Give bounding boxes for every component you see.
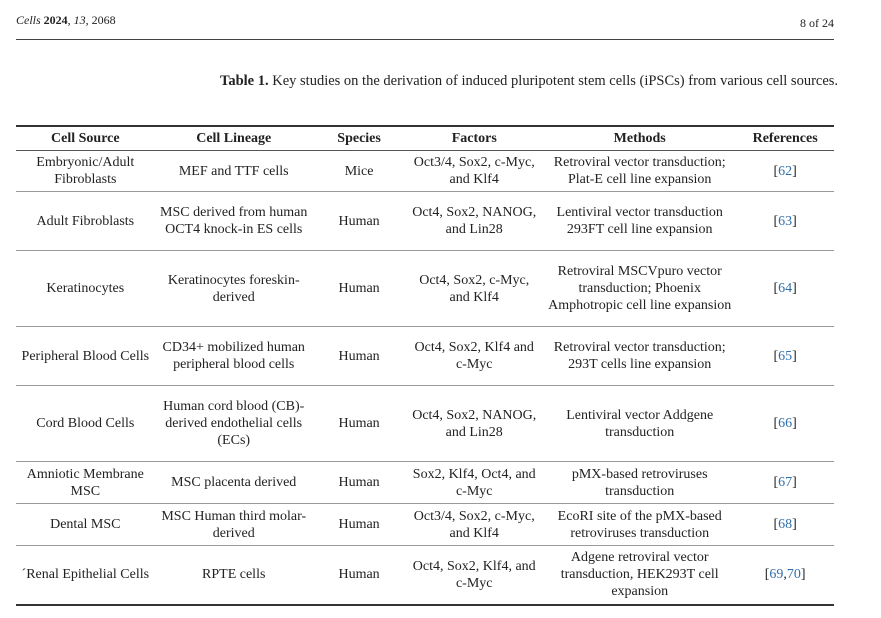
reference-link[interactable]: 65 [778, 348, 793, 364]
table-body [16, 151, 834, 605]
cell-lineage: RPTE cells [155, 546, 313, 605]
cell-factors: Oct4, Sox2, NANOG, and Lin28 [405, 386, 543, 462]
cell-source: Dental MSC [16, 504, 155, 546]
journal-year: 2024 [43, 13, 68, 27]
caption-label: Table 1. [220, 73, 269, 89]
table-row [16, 386, 834, 462]
col-header-references: References [736, 126, 834, 151]
cell-lineage: Keratinocytes foreskin-derived [155, 251, 313, 327]
table-row [16, 151, 834, 192]
table-header-row [16, 126, 834, 151]
cell-species: Human [313, 386, 405, 462]
cell-source: Adult Fibroblasts [16, 192, 155, 251]
reference-link[interactable]: 70 [786, 567, 801, 583]
col-header-factors: Factors [405, 126, 543, 151]
cell-methods: Lentiviral vector Addgene transduction [543, 386, 736, 462]
cell-species: Human [313, 504, 405, 546]
cell-methods: Retroviral vector transduction; 293T cells line expansion [543, 327, 736, 386]
cell-species: Human [313, 546, 405, 605]
cell-source: ´Renal Epithelial Cells [16, 546, 155, 605]
reference-link[interactable]: 67 [778, 475, 793, 490]
table-row [16, 504, 834, 546]
cell-lineage: Human cord blood (CB)-derived endothelial cells (ECs) [155, 386, 313, 462]
cell-references: [63] [736, 192, 834, 251]
page-number: 8 of 24 [800, 16, 834, 30]
cell-methods: Retroviral vector transduction; Plat-E cell line expansion [543, 151, 736, 192]
cell-factors: Oct4, Sox2, NANOG, and Lin28 [405, 192, 543, 251]
cell-species: Mice [313, 151, 405, 192]
cell-lineage: MEF and TTF cells [155, 151, 313, 192]
cell-lineage: MSC placenta derived [155, 462, 313, 504]
cell-source: Cord Blood Cells [16, 386, 155, 462]
table-row [16, 192, 834, 251]
cell-references: [66] [736, 386, 834, 462]
table-row [16, 251, 834, 327]
cell-source: Embryonic/Adult Fibroblasts [16, 151, 155, 192]
cell-lineage: MSC derived from human OCT4 knock-in ES cells [155, 192, 313, 251]
cell-references: [62] [736, 151, 834, 192]
cell-factors: Oct4, Sox2, c-Myc, and Klf4 [405, 251, 543, 327]
cell-species: Human [313, 192, 405, 251]
cell-factors: Oct4, Sox2, Klf4 and c-Myc [405, 327, 543, 386]
header-rule [16, 39, 834, 40]
cell-factors: Oct3/4, Sox2, c-Myc, and Klf4 [405, 504, 543, 546]
cell-source: Peripheral Blood Cells [16, 327, 155, 386]
col-header-cell-lineage: Cell Lineage [155, 126, 313, 151]
reference-link[interactable]: 68 [778, 517, 793, 532]
caption-text: Key studies on the derivation of induced pluripotent stem cells (iPSCs) from various cell sources. [272, 73, 839, 89]
reference-link[interactable]: 62 [778, 163, 793, 179]
ipsc-studies-table [16, 125, 834, 606]
col-header-species: Species [313, 126, 405, 151]
table-caption [220, 71, 840, 91]
cell-source: Amniotic Membrane MSC [16, 462, 155, 504]
reference-link[interactable]: 64 [778, 281, 793, 296]
cell-methods: Lentiviral vector transduction 293FT cell line expansion [543, 192, 736, 251]
col-header-cell-source: Cell Source [16, 126, 155, 151]
cell-references: [68] [736, 504, 834, 546]
table-row [16, 327, 834, 386]
cell-references: [69,70] [736, 546, 834, 605]
cell-lineage: CD34+ mobilized human peripheral blood cells [155, 327, 313, 386]
table-row [16, 546, 834, 605]
col-header-methods: Methods [543, 126, 736, 151]
cell-species: Human [313, 327, 405, 386]
cell-methods: EcoRI site of the pMX-based retroviruses transduction [543, 504, 736, 546]
article-number: 2068 [91, 13, 116, 27]
cell-references: [67] [736, 462, 834, 504]
reference-link[interactable]: 63 [778, 213, 793, 229]
table-row [16, 462, 834, 504]
cell-source: Keratinocytes [16, 251, 155, 327]
journal-volume: 13 [73, 13, 86, 27]
cell-factors: Sox2, Klf4, Oct4, and c-Myc [405, 462, 543, 504]
cell-lineage: MSC Human third molar-derived [155, 504, 313, 546]
running-head [16, 11, 834, 31]
reference-link[interactable]: 69 [769, 567, 784, 583]
cell-methods: Retroviral MSCVpuro vector transduction; Phoenix Amphotropic cell line expansion [543, 251, 736, 327]
journal-name: Cells [16, 13, 41, 27]
cell-references: [65] [736, 327, 834, 386]
cell-species: Human [313, 462, 405, 504]
reference-link[interactable]: 66 [778, 416, 793, 431]
cell-species: Human [313, 251, 405, 327]
cell-factors: Oct3/4, Sox2, c-Myc, and Klf4 [405, 151, 543, 192]
cell-references: [64] [736, 251, 834, 327]
cell-methods: pMX-based retroviruses transduction [543, 462, 736, 504]
citation: Cells 2024, 13, 2068 [16, 13, 116, 27]
cell-methods: Adgene retroviral vector transduction, HEK293T cell expansion [543, 546, 736, 605]
cell-factors: Oct4, Sox2, Klf4, and c-Myc [405, 546, 543, 605]
